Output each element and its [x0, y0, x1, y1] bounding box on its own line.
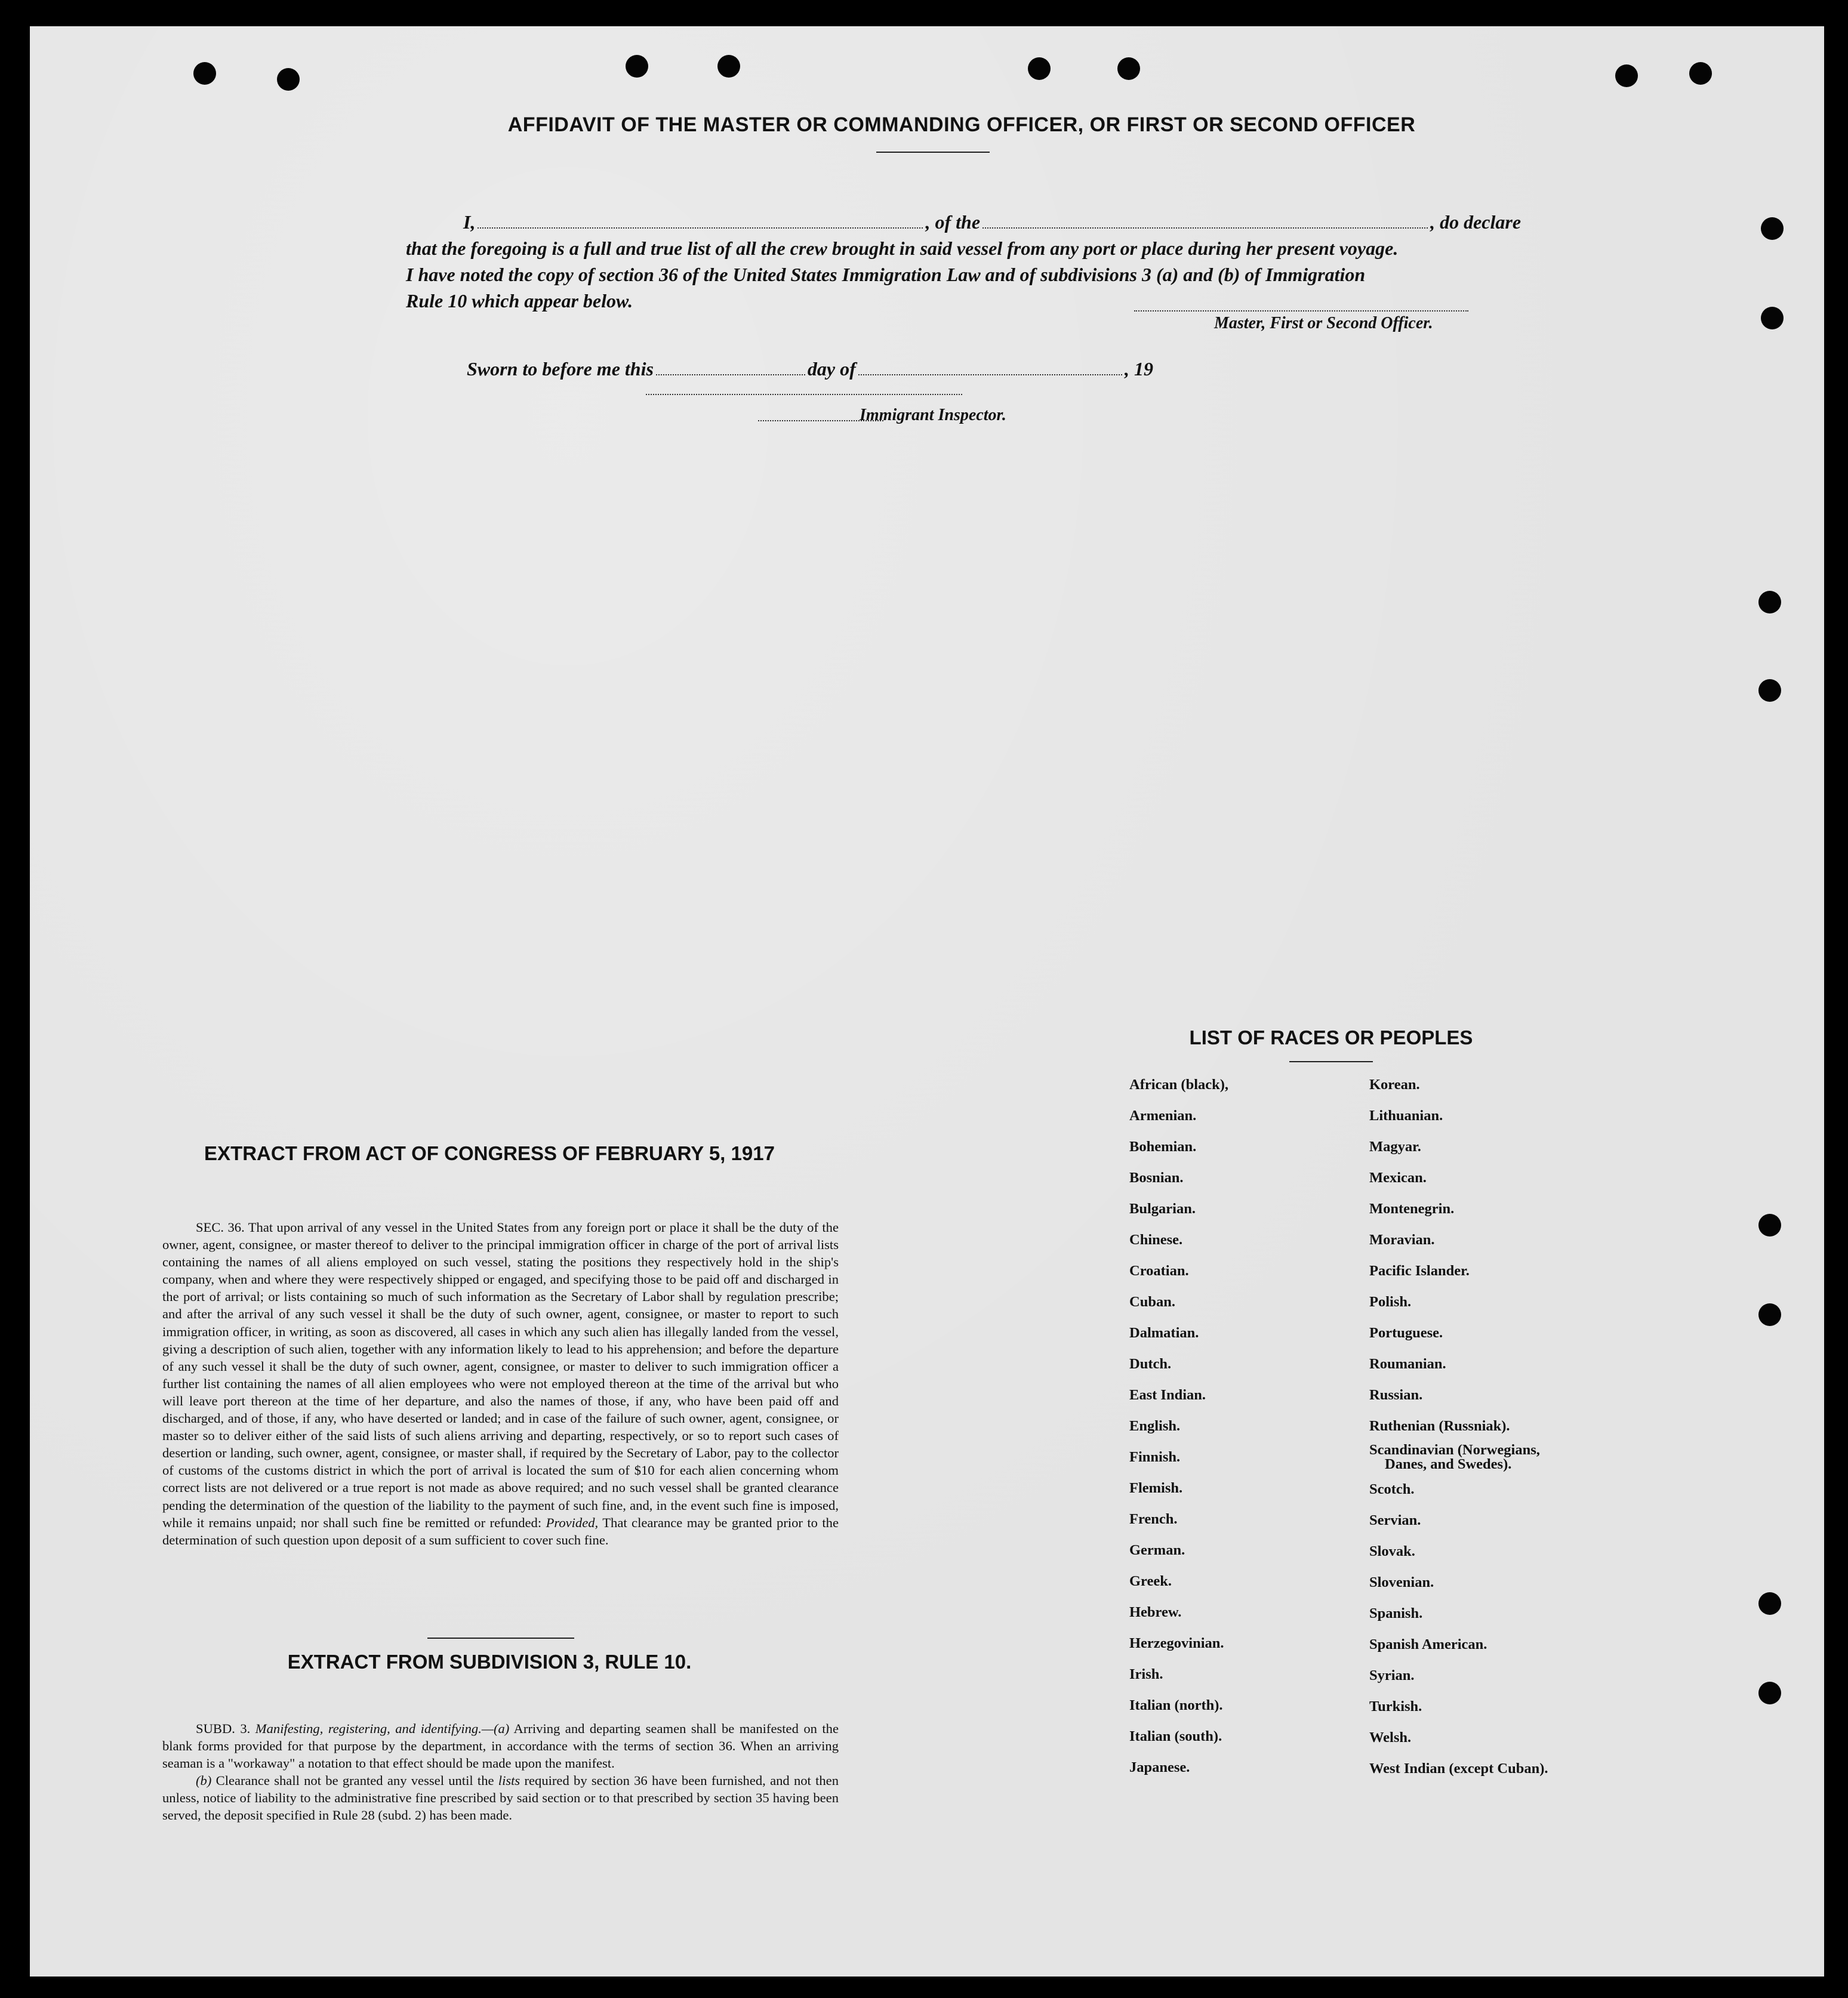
race-item: Scotch. — [1369, 1481, 1415, 1497]
race-item: Spanish American. — [1369, 1636, 1487, 1652]
race-item: Slovenian. — [1369, 1574, 1434, 1590]
subd-b-text: Clearance shall not be granted any vessel until the — [211, 1773, 498, 1789]
punch-hole — [1117, 57, 1140, 80]
subd-a-mark: —(a) — [481, 1721, 510, 1736]
signature-line[interactable] — [1134, 310, 1468, 312]
races-divider — [1289, 1061, 1373, 1062]
race-item: East Indian. — [1129, 1387, 1206, 1403]
race-item: Servian. — [1369, 1512, 1421, 1528]
race-item: Irish. — [1129, 1666, 1163, 1682]
affidavit-line-2: that the foregoing is a full and true list of all the crew brought in said vessel from any port or place during her present voyage. — [406, 238, 1399, 259]
race-item: German. — [1129, 1542, 1185, 1558]
punch-hole — [193, 62, 216, 85]
race-item: Polish. — [1369, 1294, 1412, 1310]
punch-hole — [626, 55, 648, 78]
punch-hole — [1028, 57, 1051, 80]
sworn-prefix: Sworn to before me this — [467, 358, 654, 380]
subd-prefix: SUBD. 3. — [196, 1721, 255, 1736]
form-page — [30, 26, 1824, 1977]
punch-hole — [1689, 62, 1712, 85]
punch-hole — [277, 68, 300, 91]
subd-heading: Manifesting, registering, and identifying. — [255, 1721, 482, 1736]
punch-hole — [717, 55, 740, 78]
race-item: Syrian. — [1369, 1667, 1415, 1684]
race-item-continued: Danes, and Swedes). — [1385, 1456, 1512, 1472]
affidavit-statement — [406, 209, 1521, 314]
sworn-day-label: day of — [807, 358, 856, 380]
race-item: Welsh. — [1369, 1729, 1412, 1746]
subd-b-mark: (b) — [196, 1773, 212, 1789]
affidavit-of-label: , of the — [925, 211, 981, 233]
race-item: Armenian. — [1129, 1108, 1197, 1124]
race-item: Italian (south). — [1129, 1728, 1222, 1744]
race-item: African (black), — [1129, 1077, 1229, 1093]
race-item: Hebrew. — [1129, 1604, 1182, 1620]
vessel-name-field[interactable] — [982, 227, 1428, 229]
affidavit-declare-label: , do declare — [1430, 211, 1521, 233]
punch-hole — [1758, 1592, 1781, 1615]
sworn-year-label: , 19 — [1125, 358, 1153, 380]
sworn-month-field[interactable] — [858, 374, 1122, 375]
race-item: Herzegovinian. — [1129, 1635, 1224, 1651]
races-right-column — [1369, 1069, 1644, 1784]
race-item: Ruthenian (Russniak). — [1369, 1418, 1510, 1434]
sworn-line — [467, 358, 1153, 380]
punch-hole — [1761, 307, 1784, 329]
race-item: Mexican. — [1369, 1170, 1427, 1186]
punch-hole — [1615, 64, 1638, 87]
punch-hole — [1761, 217, 1784, 240]
race-item: Lithuanian. — [1369, 1108, 1443, 1124]
race-item: Finnish. — [1129, 1449, 1181, 1465]
race-item: Korean. — [1369, 1077, 1420, 1093]
races-title: LIST OF RACES OR PEOPLES — [1189, 1026, 1473, 1049]
affidavit-i-label: I, — [463, 211, 476, 233]
signature-label: Master, First or Second Officer. — [1214, 314, 1433, 332]
race-item: Turkish. — [1369, 1698, 1422, 1715]
affidavit-title: AFFIDAVIT OF THE MASTER OR COMMANDING OFFICER, OR FIRST OR SECOND OFFICER — [507, 113, 1416, 136]
punch-hole — [1758, 1214, 1781, 1237]
race-item: Italian (north). — [1129, 1697, 1223, 1713]
race-item: Cuban. — [1129, 1294, 1175, 1310]
race-item: Portuguese. — [1369, 1325, 1443, 1341]
subd-b-lists: lists — [498, 1773, 520, 1789]
race-item: Montenegrin. — [1369, 1201, 1455, 1217]
race-item: Roumanian. — [1369, 1356, 1446, 1372]
act-divider — [427, 1638, 574, 1639]
race-item: Scandinavian (Norwegians, — [1369, 1442, 1540, 1458]
race-item: Moravian. — [1369, 1232, 1435, 1248]
race-item: Russian. — [1369, 1387, 1423, 1403]
race-item: English. — [1129, 1418, 1181, 1434]
rule-extract-title: EXTRACT FROM SUBDIVISION 3, RULE 10. — [287, 1651, 692, 1673]
master-name-field[interactable] — [478, 227, 923, 229]
race-item: Bulgarian. — [1129, 1201, 1196, 1217]
act-extract-title: EXTRACT FROM ACT OF CONGRESS OF FEBRUARY 5, 1917 — [204, 1142, 775, 1164]
rule-extract-text — [162, 1720, 839, 1824]
affidavit-declare-line — [406, 209, 1521, 235]
race-item: Chinese. — [1129, 1232, 1183, 1248]
race-item: Slovak. — [1369, 1543, 1415, 1559]
race-item: Japanese. — [1129, 1759, 1190, 1775]
race-item-multiline — [1369, 1442, 1644, 1474]
race-item: Bosnian. — [1129, 1170, 1184, 1186]
sworn-day-field[interactable] — [656, 374, 805, 375]
race-item: Magyar. — [1369, 1139, 1421, 1155]
subd-a-text: Arriving and departing seamen shall be manifested on the blank forms provided for that purpose by the department, in accordance with the terms of section 36. When an arriving seaman is a "workaway" a notation to that effect should be made upon the manifest. — [162, 1721, 839, 1771]
race-item: Dalmatian. — [1129, 1325, 1199, 1341]
subd-b-text-2: required by section 36 have been furnished, and not then unless, notice of liability to the administrative fine prescribed by said section or to that prescribed by section 35 having been served, the deposit specified in Rule 28 (subd. 2) has been made. — [162, 1773, 839, 1823]
act-extract-text — [162, 1219, 839, 1549]
punch-hole — [1758, 591, 1781, 613]
affidavit-line-4: Rule 10 which appear below. — [406, 290, 633, 312]
race-item: Pacific Islander. — [1369, 1263, 1470, 1279]
race-item: Bohemian. — [1129, 1139, 1197, 1155]
proviso-label: Provided, — [546, 1515, 599, 1530]
race-item: Greek. — [1129, 1573, 1172, 1589]
punch-hole — [1758, 1682, 1781, 1704]
race-item: Flemish. — [1129, 1480, 1183, 1496]
affidavit-line-3: I have noted the copy of section 36 of the United States Immigration Law and of subdivisions 3 (a) and (b) of Immigration — [406, 264, 1366, 285]
race-item: Croatian. — [1129, 1263, 1189, 1279]
affidavit-divider — [876, 152, 990, 153]
punch-hole — [1758, 679, 1781, 702]
race-item: Dutch. — [1129, 1356, 1172, 1372]
race-item: Spanish. — [1369, 1605, 1423, 1621]
punch-hole — [1758, 1303, 1781, 1326]
proviso-text: That clearance may be granted prior to the determination of such question upon deposit of a sum sufficient to cover such fine. — [162, 1515, 839, 1547]
race-item: French. — [1129, 1511, 1178, 1527]
races-left-column — [1129, 1069, 1356, 1783]
race-item: West Indian (except Cuban). — [1369, 1760, 1548, 1777]
inspector-label: Immigrant Inspector. — [860, 406, 1006, 424]
section-36-text: SEC. 36. That upon arrival of any vessel in the United States from any foreign port or place it shall be the duty of the owner, agent, consignee, or master thereof to deliver to the principal immigration officer in charge of the port of arrival lists containing the names of all aliens employed on such vessel, stating the positions they respectively hold in the ship's company, when and where they were respectively shipped or engaged, and specifying those to be paid off and discharged in the port of arrival; or lists containing so much of such information as the Secretary of Labor shall by regulation prescribe; and after the arrival of any such vessel it shall be the duty of such owner, agent, consignee, or master to report to such immigration officer, in writing, as soon as discovered, all cases in which any such alien has illegally landed from the vessel, giving a description of such alien, together with any information likely to lead to his apprehension; and before the departure of any such vessel it shall be the duty of such owner, agent, consignee, or master to deliver to such immigration officer a further list containing the names of all alien employees who were not employed thereon at the time of the arrival but who will leave port thereon at the time of her departure, and also the names of those, if any, who have been paid off and discharged, and of those, if any, who have deserted or landed; and in case of the failure of such owner, agent, consignee, or master so to deliver either of the said lists of such aliens arriving and departing, respectively, or so to report such cases of desertion or landing, such owner, agent, consignee, or master shall, if required by the Secretary of Labor, pay to the collector of customs of the customs district in which the port of arrival is located the sum of $10 for each alien concerning whom correct lists are not delivered or a true report is not made as above required; and no such vessel shall be granted clearance pending the determination of the question of the liability to the payment of such fine, and, in the event such fine is imposed, while it remains unpaid; nor shall such fine be remitted or refunded: — [162, 1220, 839, 1530]
inspector-signature-line[interactable] — [646, 394, 962, 395]
